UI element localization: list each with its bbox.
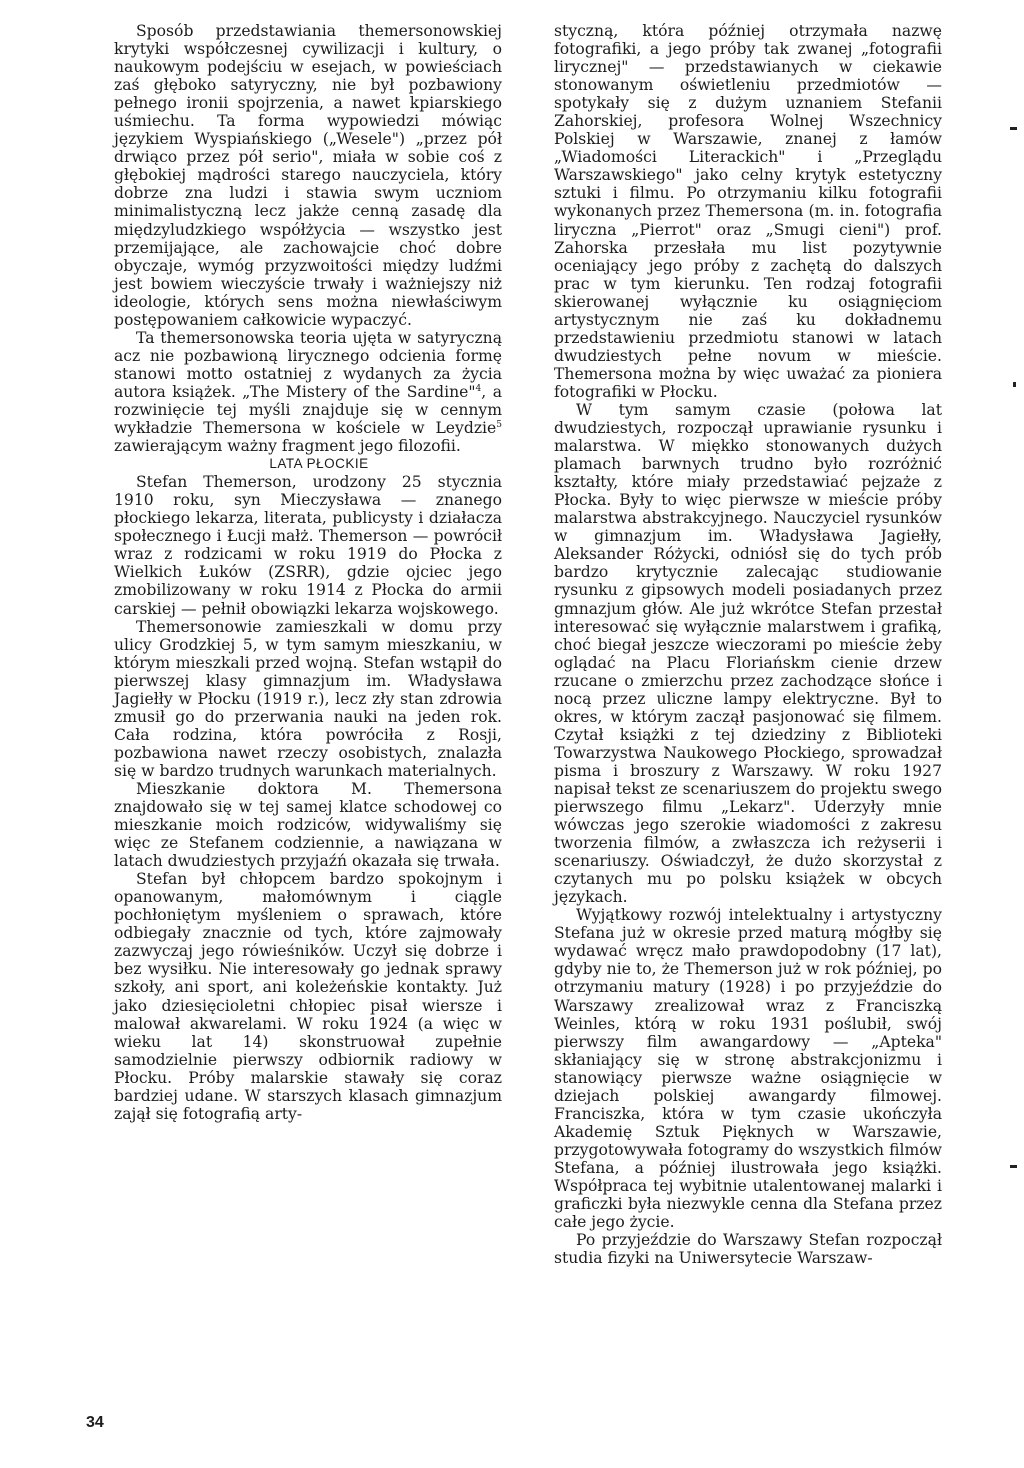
paragraph: Sposób przedstawiania themersonowskiej krytyki współczesnej cywilizacji i kultury, o naukowym podejściu w esejach, w powieściach zaś głęboko satyryczny, nie był pozbawiony pełnego ironii spojrzenia, a nawet kpiarskiego uśmiechu. Ta forma wypowiedzi mówiąc językiem Wyspiańskiego („Wesele") „przez pół drwiąco przez pół serio", miała w sobie coś z głębokiej mądrości starego nauczyciela, który dobrze zna ludzi i stawia swym uczniom minimalistyczną lecz jakże cenną zasadę dla międzyludzkiego współżycia — wszystko jest przemijające, ale zachowajcie choć dobre obyczaje, wymóg przyzwoitości między ludźmi jest bowiem wieczyście trwały i ważniejszy niż ideologie, których sens można niewłaściwym postępowaniem całkowicie wypaczyć. [114, 22, 502, 329]
paragraph: Po przyjeździe do Warszawy Stefan rozpoczął studia fizyki na Uniwersytecie Warszaw- [554, 1231, 942, 1268]
left-column [114, 22, 502, 1123]
paragraph [114, 329, 502, 455]
paragraph-text: Ta themersonowska teoria ujęta w satyryczną acz nie pozbawioną lirycznego odcienia formę stanowi motto ostatniej z wydanych za życia autora książek. „The Mistery of the Sardine" [114, 328, 502, 401]
footnote-ref: 4 [475, 383, 482, 394]
paragraph: Stefan Themerson, urodzony 25 stycznia 1910 roku, syn Mieczysława — znanego płockiego lekarza, literata, publicysty i działacza społecznego i Łucji małż. Themerson — powrócił wraz z rodzicami w roku 1919 do Płocka z Wielkich Łuków (ZSRR), gdzie ojciec jego zmobilizowany w roku 1914 z Płocka do armii carskiej — pełnił obowiązki lekarza wojskowego. [114, 473, 502, 618]
section-heading: LATA PŁOCKIE [269, 456, 369, 472]
paragraph: W tym samym czasie (połowa lat dwudziestych, rozpoczął uprawianie rysunku i malarstwa. W miękko stonowanych dużych plamach barwnych trudno było rozróżnić kształty, które miały przedstawiać pejzaże z Płocka. Były to więc pierwsze w mieście próby malarstwa abstrakcyjnego. Nauczyciel rysunków w gimnazjum im. Władysława Jagiełły, Aleksander Różycki, odniósł się do tych prób bardzo krytycznie zalecając studiowanie rysunku z gipsowych modeli posiadanych przez gmnazjum głów. Ale już wkrótce Stefan przestał interesować się wyłącznie malarstwem i grafiką, choć biegał jeszcze wieczorami po mieście żeby oglądać na Placu Floriańskm cienie drzew rzucane o zmierzchu przez zachodzące słońce i nocą przez uliczne lampy elektryczne. Był to okres, w którym zaczął pasjonować się filmem. Czytał książki z tej dziedziny z Biblioteki Towarzystwa Naukowego Płockiego, sprowadzał pisma i broszury z Warszawy. W roku 1927 napisał tekst ze scenariuszem do projektu swego pierwszego filmu „Lekarz". Uderzyły mnie wówczas jego szerokie wiadomości z zakresu tworzenia filmów, a zwłaszcza ich reżyserii i scenariuszy. Oświadczył, że dużo skorzystał z czytanych mu po polsku książek w obcych językach. [554, 400, 942, 907]
footnote-ref: 5 [496, 419, 502, 430]
paragraph: styczną, która później otrzymała nazwę fotografiki, a jego próby tak zwanej „fotografii lirycznej" — przedstawianych w ciekawie stonowanym oświetleniu przedmiotów — spotykały się z dużym uznaniem Stefanii Zahorskiej, profesora Wolnej Wszechnicy Polskiej w Warszawie, znanej z łamów „Wiadomości Literackich" i „Przeglądu Warszawskiego" jako celny krytyk estetyczny sztuki i filmu. Po otrzymaniu kilku fotografii wykonanych przez Themersona (m. in. fotografia liryczna „Pierrot" oraz „Smugi cieni") prof. Zahorska przesłała mu list pozytywnie oceniający jego próby z zachętą do dalszych prac w tym kierunku. Ten rodzaj fotografii skierowanej wyłącznie ku osiągnięciom artystycznym nie zaś ku dokładnemu przedstawieniu przedmiotu stanowi w latach dwudziestych pełne novum w mieście. Themersona można by więc uważać za pioniera fotografiki w Płocku. [554, 22, 942, 401]
scan-mark [1010, 127, 1017, 130]
paragraph-text: zawierającym ważny fragment jego filozofii. [114, 437, 461, 456]
scan-mark [1010, 1165, 1017, 1168]
paragraph: Mieszkanie doktora M. Themersona znajdowało się w tej samej klatce schodowej co mieszkanie moich rodziców, widywaliśmy się więc ze Stefanem codziennie, a nawiązana w latach dwudziestych przyjaźń okazała się trwała. [114, 779, 502, 871]
paragraph-text: , a rozwinięcie tej myśli znajduje się w cennym wykładzie Themersona w kościele w Leydzie [114, 382, 502, 438]
page-number: 34 [86, 1414, 104, 1431]
paragraph: Stefan był chłopcem bardzo spokojnym i opanowanym, małomównym i ciągle pochłoniętym myśleniem o sprawach, które odbiegały znacznie od tych, które zajmowały zazwyczaj jego rówieśników. Uczył się dobrze i bez wysiłku. Nie interesowały go jednak sprawy szkoły, ani sport, ani koleżeńskie kontakty. Już jako dziesięcioletni chłopiec pisał wiersze i malował akwarelami. W roku 1924 (a więc w wieku lat 14) skonstruował zupełnie samodzielnie pierwszy odbiornik radiowy w Płocku. Próby malarskie stawały się coraz bardziej udane. W starszych klasach gimnazjum zajął się fotografią arty- [114, 870, 502, 1123]
right-column [554, 22, 942, 1267]
paragraph: Wyjątkowy rozwój intelektualny i artystyczny Stefana już w okresie przed maturą mógłby się wydawać wręcz mało prawdopodobny (17 lat), gdyby nie to, że Themerson już w rok później, po otrzymaniu matury (1928) i po przyjeździe do Warszawy zrealizował wraz z Franciszką Weinles, którą w roku 1931 poślubił, swój pierwszy film awangardowy — „Apteka" skłaniający się w stronę abstrakcjonizmu i stanowiący pierwsze ważne osiągnięcie w dziejach polskiej awangardy filmowej. Franciszka, która w tym czasie ukończyła Akademię Sztuk Pięknych w Warszawie, przygotowywała fotogramy do wszystkich filmów Stefana, a później ilustrowała jego książki. Współpraca tej wybitnie utalentowanej malarki i graficzki była niezwykle cenna dla Stefana przez całe jego życie. [554, 906, 942, 1232]
scan-mark [1013, 382, 1016, 387]
paragraph: Themersonowie zamieszkali w domu przy ulicy Grodzkiej 5, w tym samym mieszkaniu, w którym mieszkali przed wojną. Stefan wstąpił do pierwszej klasy gimnazjum im. Władysława Jagiełły w Płocku (1919 r.), lecz zły stan zdrowia zmusił go do przerwania nauki na jeden rok. Cała rodzina, która powróciła z Rosji, pozbawiona nawet rzeczy osobistych, znalazła się w bardzo trudnych warunkach materialnych. [114, 617, 502, 780]
